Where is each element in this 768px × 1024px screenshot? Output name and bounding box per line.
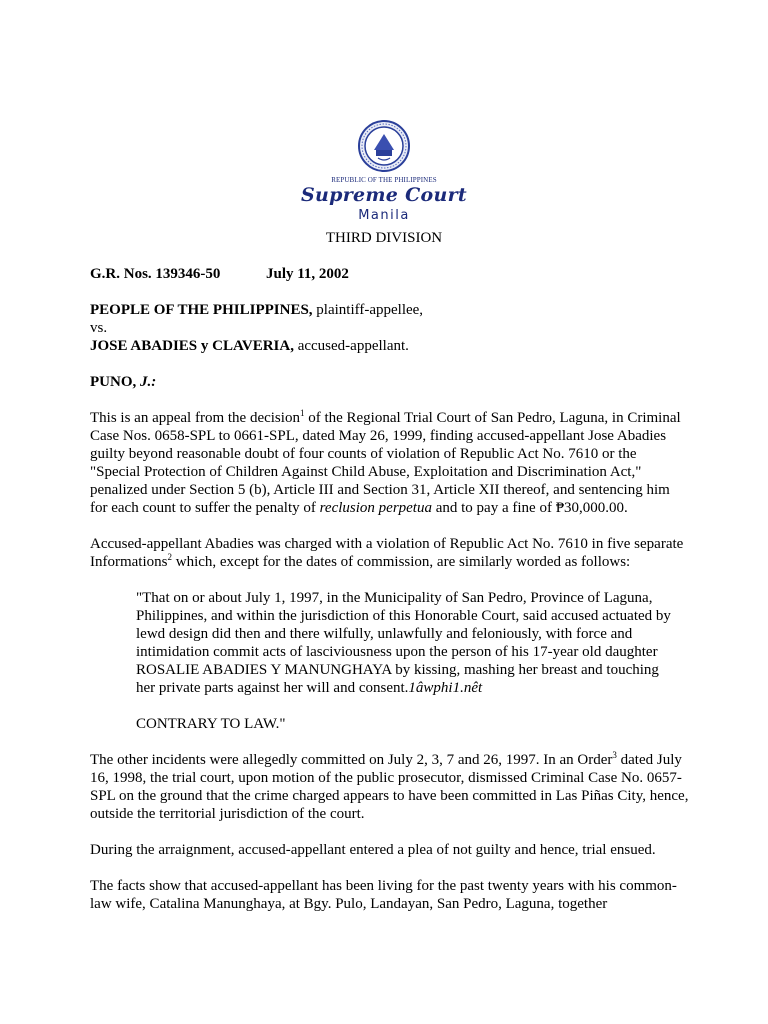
p2-text-a: Accused-appellant Abadies was charged with a violation of Republic Act No. 7610 in five separate Informations	[90, 536, 684, 570]
case-number-line	[90, 265, 690, 283]
court-city: Manila	[358, 208, 410, 223]
footnote-1-link[interactable]: 1	[299, 408, 305, 418]
versus: vs.	[90, 320, 108, 336]
case-parties	[90, 301, 690, 355]
paragraph-5: The facts show that accused-appellant has been living for the past twenty years with his common-law wife, Catalina Manunghaya, at Bgy. Pulo, Landayan, San Pedro, Laguna, together	[90, 878, 677, 912]
court-name: Supreme Court	[300, 184, 468, 206]
decision-date: July 11, 2002	[266, 266, 349, 282]
plaintiff-role: plaintiff-appellee,	[312, 302, 424, 318]
gr-number: G.R. Nos. 139346-50	[90, 266, 221, 282]
quote-text: "That on or about July 1, 1997, in the Municipality of San Pedro, Province of Laguna, Philippines, and within the jurisdiction of this Honorable Court, said accused actuated by lewd design did then and there wilfully, unlawfully and feloniously, with force and intimidation commit acts of lasciviousness upon the person of his 17-year old daughter ROSALIE ABADIES Y MANUNGHAYA by kissing, mashing her breast and touching her private parts against her will and consent.	[136, 590, 671, 696]
quote-watermark: 1âwphi1.nêt	[408, 680, 483, 696]
ponente-name: PUNO,	[90, 374, 137, 390]
ponente	[90, 373, 690, 391]
p3-text-b: dated July 16, 1998, the trial court, upon motion of the public prosecutor, dismissed Criminal Case No. 0657-SPL on the ground that the crime charged appears to have been committed in Las Piñas City, hence, outside the territorial jurisdiction of the court.	[90, 752, 689, 822]
block-quote	[136, 589, 676, 697]
plaintiff: PEOPLE OF THE PHILIPPINES,	[90, 302, 313, 318]
p2-text-b: which, except for the dates of commission, are similarly worded as follows:	[171, 554, 631, 570]
paragraph-2	[90, 535, 690, 571]
footnote-2-link[interactable]: 2	[167, 552, 172, 562]
p3-text-a: The other incidents were allegedly committed on July 2, 3, 7 and 26, 1997. In an Order	[90, 752, 613, 768]
p1-text-b: of the Regional Trial Court of San Pedro, Laguna, in Criminal Case Nos. 0658-SPL to 0661-SPL, dated May 26, 1999, finding accused-appellant Jose Abadies guilty beyond reasonable doubt of four counts of violation of Republic Act No. 7610 or the "Special Protection of Children Against Child Abuse, Exploitation and Discrimination Act," penalized under Section 5 (b), Article III and Section 31, Article XII thereof, and sentencing him for each count to suffer the penalty of	[90, 410, 681, 516]
paragraph-3	[90, 751, 690, 823]
division-heading: THIRD DIVISION	[325, 230, 443, 246]
republic-heading: REPUBLIC OF THE PHILIPPINES	[331, 176, 437, 184]
accused-role: accused-appellant.	[293, 338, 409, 354]
accused: JOSE ABADIES y CLAVERIA,	[90, 338, 294, 354]
paragraph-4: During the arraignment, accused-appellant entered a plea of not guilty and hence, trial ensued.	[90, 842, 656, 858]
p1-text-c: and to pay a fine of ₱30,000.00.	[431, 500, 628, 516]
p1-text-a: This is an appeal from the decision	[90, 410, 300, 426]
p1-italic: reclusion perpetua	[319, 500, 432, 516]
ponente-title: J.:	[136, 374, 157, 390]
block-quote-closing: CONTRARY TO LAW."	[136, 716, 286, 732]
footnote-3-link[interactable]: 3	[612, 750, 617, 760]
paragraph-1	[90, 409, 690, 517]
supreme-court-seal-icon	[358, 120, 410, 172]
decision-body	[90, 265, 690, 931]
